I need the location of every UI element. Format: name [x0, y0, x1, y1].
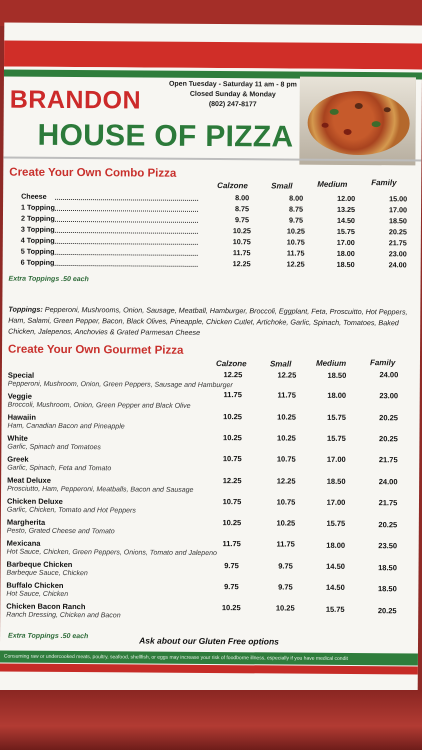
- phone-number: (802) 247-8177: [208, 100, 257, 109]
- gourmet-item-desc: Garlic, Spinach, Feta and Tomato: [7, 464, 112, 473]
- col-header-medium: Medium: [315, 358, 347, 368]
- price-calzone: 11.75: [223, 390, 242, 400]
- gourmet-item-desc: Garlic, Chicken, Tomato and Hot Peppers: [6, 506, 136, 515]
- price-medium: 14.50: [326, 561, 345, 571]
- price-medium: 18.00: [327, 390, 347, 400]
- hours-line-1: Open Tuesday - Saturday 11 am - 8 pm: [168, 80, 297, 89]
- gourmet-section-title: Create Your Own Gourmet Pizza: [8, 343, 184, 357]
- price-small: 9.75: [278, 582, 293, 592]
- col-header-calzone: Calzone: [215, 359, 247, 369]
- brand-line-1: BRANDON: [9, 85, 142, 115]
- gourmet-extra-toppings: Extra Toppings .50 each: [8, 632, 89, 641]
- col-header-small: Small: [269, 359, 292, 369]
- gourmet-item-name: Hawaiin: [7, 412, 36, 422]
- gourmet-item-name: Meat Deluxe: [7, 475, 51, 485]
- col-header-family: Family: [371, 178, 397, 188]
- price-small: 9.75: [278, 561, 293, 571]
- combo-row: 2 Topping 9.75 9.75 14.50 18.50: [20, 213, 407, 226]
- combo-row: 5 Topping 11.75 11.75 18.00 23.00: [20, 246, 407, 259]
- price-calzone: 12.25: [222, 476, 242, 486]
- price-calzone: 10.25: [223, 433, 242, 443]
- combo-row: Cheese 8.00 8.00 12.00 15.00: [21, 191, 408, 204]
- combo-row: 4 Topping 10.75 10.75 17.00 21.75: [20, 235, 407, 248]
- price-calzone: 9.75: [224, 561, 239, 571]
- gourmet-item-name: Greek: [7, 454, 29, 464]
- gourmet-item-desc: Prosciutto, Ham, Pepperoni, Meatballs, Bacon and Sausage: [7, 485, 194, 494]
- gourmet-item-desc: Broccoli, Mushroom, Onion, Green Pepper and Black Olive: [7, 401, 191, 410]
- tabletop-foreground: [0, 690, 422, 750]
- gourmet-item-name: Barbeque Chicken: [6, 559, 73, 570]
- top-red-band: [4, 41, 422, 70]
- gourmet-item-name: Special: [7, 370, 35, 380]
- gourmet-item-desc: Ranch Dressing, Chicken and Bacon: [6, 611, 121, 620]
- price-small: 10.25: [276, 518, 296, 528]
- gourmet-item-desc: Pepperoni, Mushroom, Onion, Green Peppers, Sausage and Hamburger: [7, 380, 233, 390]
- price-medium: 15.75: [327, 433, 346, 443]
- price-family: 21.75: [378, 455, 398, 465]
- price-medium: 15.75: [325, 604, 345, 614]
- price-small: 10.75: [276, 454, 296, 464]
- price-small: 10.75: [276, 497, 296, 507]
- gourmet-item-name: Margherita: [6, 517, 46, 527]
- price-medium: 15.75: [326, 518, 346, 528]
- gourmet-item-desc: Garlic, Spinach and Tomatoes: [7, 443, 101, 452]
- price-calzone: 11.75: [222, 539, 241, 549]
- gourmet-item-desc: Barbeque Sauce, Chicken: [6, 569, 88, 578]
- price-small: 12.25: [276, 476, 296, 486]
- gourmet-item-name: Chicken Bacon Ranch: [6, 601, 86, 612]
- bottom-red-band: [0, 664, 418, 675]
- gluten-free-note: Ask about our Gluten Free options: [139, 635, 279, 647]
- price-small: 10.25: [277, 433, 296, 443]
- price-calzone: 10.75: [222, 454, 242, 464]
- col-header-family: Family: [369, 358, 396, 368]
- combo-row: 6 Topping 12.25 12.25 18.50 24.00: [20, 257, 407, 270]
- combo-row: 1 Topping 8.75 8.75 13.25 17.00: [21, 202, 408, 215]
- toppings-label: Toppings:: [8, 304, 43, 314]
- toppings-text: Pepperoni, Mushrooms, Onion, Sausage, Meatball, Hamburger, Broccoli, Eggplant, Feta, Proscuitto, Hot Peppers, Ham, Salami, Green Pepper, Bacon, Black Olives, Pineapple, Chicken Cutlet, Artichoke, Garlic, Spinach, Tomatoes, Baked Chicken, Jalepenos, Anchovies & Grated Parmesan Cheese: [8, 304, 408, 337]
- price-calzone: 12.25: [223, 370, 243, 380]
- col-header-medium: Medium: [317, 179, 348, 189]
- gourmet-item-name: Veggie: [7, 391, 32, 401]
- combo-extra-toppings: Extra Toppings .50 each: [8, 275, 89, 284]
- price-calzone: 9.75: [224, 582, 239, 592]
- price-family: 23.00: [379, 391, 399, 401]
- price-family: 23.50: [378, 541, 398, 551]
- price-family: 20.25: [377, 606, 397, 616]
- price-calzone: 10.25: [221, 603, 241, 613]
- price-small: 10.25: [277, 412, 297, 422]
- brand-line-2: HOUSE OF PIZZA: [37, 118, 294, 154]
- toppings-list: [8, 304, 414, 340]
- price-family: 21.75: [378, 498, 398, 508]
- price-medium: 18.50: [327, 370, 347, 380]
- combo-section-title: Create Your Own Combo Pizza: [9, 166, 177, 180]
- price-calzone: 10.75: [222, 497, 242, 507]
- price-family: 24.00: [378, 477, 398, 487]
- price-family: 24.00: [379, 370, 399, 380]
- price-medium: 17.00: [326, 497, 346, 507]
- price-medium: 15.75: [327, 412, 347, 422]
- price-family: 20.25: [379, 413, 399, 423]
- price-small: 10.25: [275, 603, 295, 613]
- price-family: 18.50: [377, 584, 397, 594]
- price-family: 20.25: [379, 434, 398, 444]
- price-medium: 14.50: [325, 582, 345, 592]
- hours-block: [168, 80, 298, 111]
- price-medium: 18.00: [326, 540, 346, 550]
- gourmet-item-name: Buffalo Chicken: [6, 580, 64, 590]
- price-medium: 17.00: [326, 454, 346, 464]
- gourmet-item-name: Chicken Deluxe: [6, 496, 63, 506]
- price-small: 11.75: [276, 539, 295, 549]
- price-family: 18.50: [378, 563, 397, 573]
- combo-row: 3 Topping 10.25 10.25 15.75 20.25: [20, 224, 407, 237]
- price-medium: 18.50: [326, 476, 346, 486]
- gourmet-item-name: Mexicana: [6, 538, 41, 548]
- price-small: 11.75: [277, 390, 296, 400]
- col-header-calzone: Calzone: [217, 181, 248, 191]
- gourmet-item-name: White: [7, 433, 28, 443]
- food-safety-disclaimer: Consuming raw or undercooked meats, poultry, seafood, shellfish, or eggs may increase your risk of foodborne illness, especially if you have medical condit: [0, 651, 418, 666]
- hours-line-2: Closed Sunday & Monday: [189, 90, 276, 99]
- menu-sheet: [0, 23, 422, 694]
- gourmet-item-desc: Hot Sauce, Chicken: [6, 590, 69, 599]
- price-family: 20.25: [378, 520, 398, 530]
- col-header-small: Small: [271, 181, 293, 191]
- gourmet-item-desc: Pesto, Grated Cheese and Tomato: [6, 527, 115, 536]
- gourmet-item-desc: Ham, Canadian Bacon and Pineapple: [7, 422, 125, 431]
- pizza-photo: [299, 77, 416, 166]
- gourmet-item-desc: Hot Sauce, Chicken, Green Peppers, Onions, Tomato and Jalepeno: [6, 548, 217, 558]
- price-calzone: 10.25: [222, 518, 242, 528]
- price-small: 12.25: [277, 370, 297, 380]
- price-calzone: 10.25: [223, 412, 243, 422]
